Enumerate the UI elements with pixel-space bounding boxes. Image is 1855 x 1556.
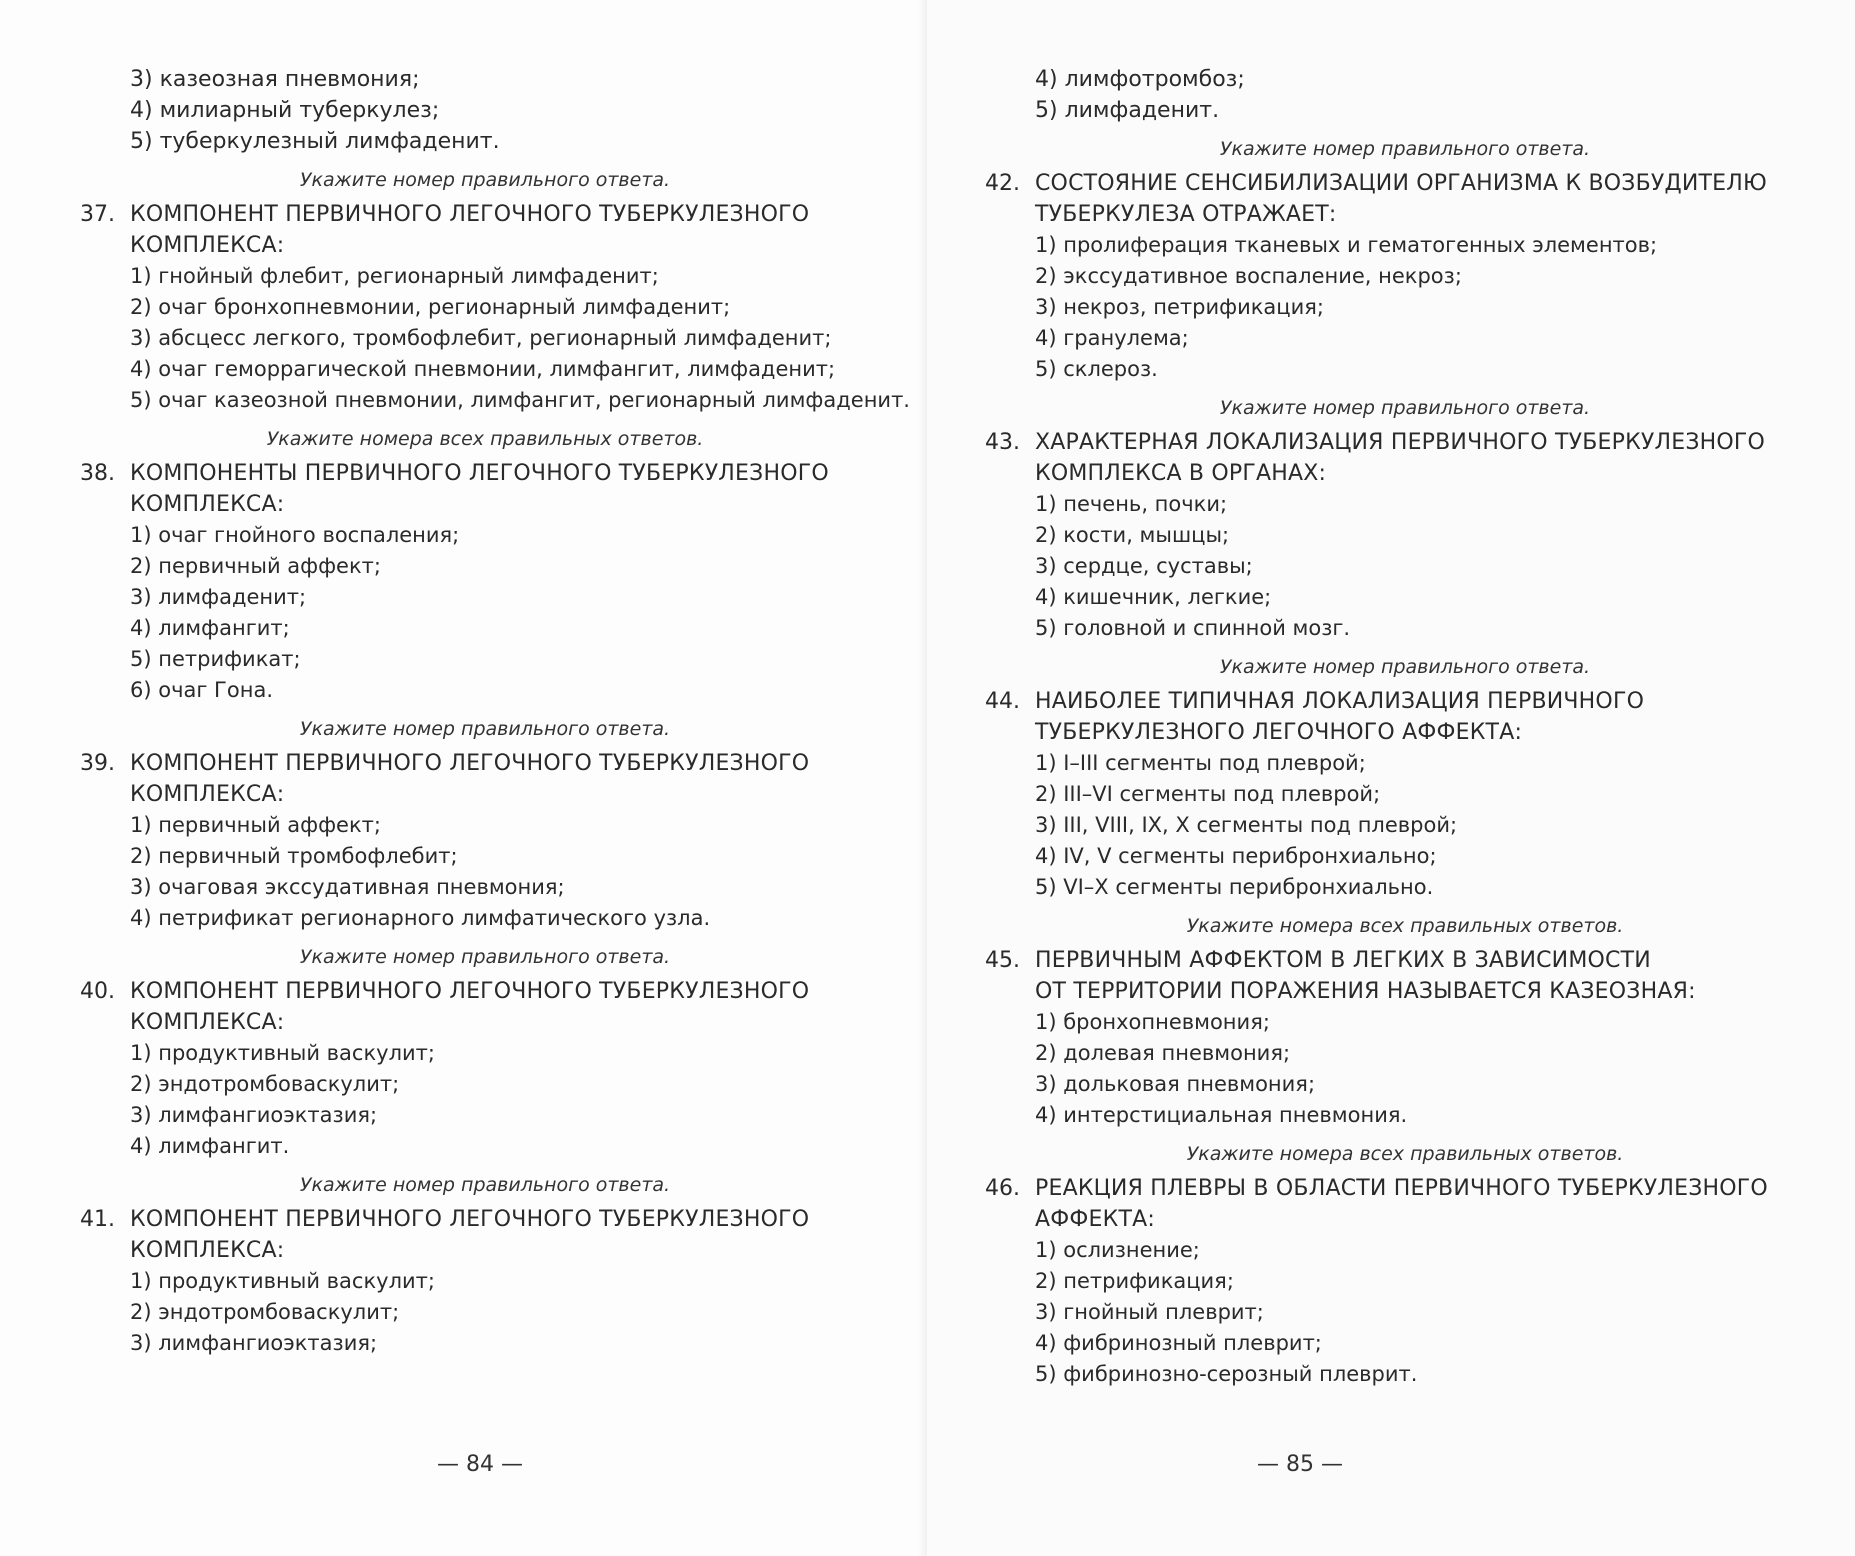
option: 5) VI–X сегменты перибронхиально. bbox=[1035, 875, 1434, 899]
option: 4) милиарный туберкулез; bbox=[130, 98, 440, 123]
option: 2) экссудативное воспаление, некроз; bbox=[1035, 264, 1462, 288]
option: 5) очаг казеозной пневмонии, лимфангит, регионарный лимфаденит. bbox=[130, 388, 910, 412]
question-38 bbox=[80, 458, 890, 520]
option: 1) гнойный флебит, регионарный лимфаденит; bbox=[130, 264, 659, 288]
question-45 bbox=[985, 945, 1825, 1007]
option: 1) очаг гнойного воспаления; bbox=[130, 523, 460, 547]
question-text-line: КОМПОНЕНТЫ ПЕРВИЧНОГО ЛЕГОЧНОГО ТУБЕРКУЛЕЗНОГО bbox=[130, 461, 829, 486]
question-text-line: АФФЕКТА: bbox=[1035, 1207, 1155, 1232]
question-37 bbox=[80, 199, 890, 261]
answer-instruction: Укажите номер правильного ответа. bbox=[299, 1174, 671, 1196]
question-text-line: КОМПЛЕКСА: bbox=[130, 782, 285, 807]
answer-instruction: Укажите номер правильного ответа. bbox=[1219, 138, 1591, 160]
question-41 bbox=[80, 1204, 890, 1266]
right-page bbox=[927, 0, 1855, 1556]
left-page bbox=[0, 0, 927, 1556]
question-text-line: СОСТОЯНИЕ СЕНСИБИЛИЗАЦИИ ОРГАНИЗМА К ВОЗБУДИТЕЛЮ bbox=[1035, 171, 1767, 196]
option: 3) очаговая экссудативная пневмония; bbox=[130, 875, 565, 899]
carry-over-options bbox=[80, 64, 890, 157]
options-list bbox=[80, 520, 890, 706]
option: 4) лимфотромбоз; bbox=[1035, 67, 1245, 92]
option: 1) продуктивный васкулит; bbox=[130, 1041, 435, 1065]
answer-instruction: Укажите номер правильного ответа. bbox=[299, 946, 671, 968]
page-number: — 84 — bbox=[437, 1452, 523, 1477]
question-text-line: РЕАКЦИЯ ПЛЕВРЫ В ОБЛАСТИ ПЕРВИЧНОГО ТУБЕРКУЛЕЗНОГО bbox=[1035, 1176, 1768, 1201]
question-text bbox=[130, 1204, 809, 1266]
page-number: — 85 — bbox=[1257, 1452, 1343, 1477]
option: 3) абсцесс легкого, тромбофлебит, регионарный лимфаденит; bbox=[130, 326, 832, 350]
question-43 bbox=[985, 427, 1825, 489]
answer-instruction: Укажите номера всех правильных ответов. bbox=[1186, 915, 1624, 937]
question-text bbox=[1035, 1173, 1768, 1235]
option: 2) кости, мышцы; bbox=[1035, 523, 1230, 547]
question-number: 45. bbox=[985, 948, 1020, 973]
option: 4) интерстициальная пневмония. bbox=[1035, 1103, 1408, 1127]
question-text bbox=[1035, 427, 1765, 489]
option: 1) пролиферация тканевых и гематогенных элементов; bbox=[1035, 233, 1658, 257]
question-text-line: КОМПЛЕКСА: bbox=[130, 1010, 285, 1035]
option: 3) III, VIII, IX, X сегменты под плеврой; bbox=[1035, 813, 1458, 837]
option: 2) III–VI сегменты под плеврой; bbox=[1035, 782, 1381, 806]
question-40 bbox=[80, 976, 890, 1038]
option: 2) петрификация; bbox=[1035, 1269, 1234, 1293]
question-text-line: КОМПЛЕКСА: bbox=[130, 1238, 285, 1263]
options-list bbox=[80, 261, 910, 416]
options-list bbox=[985, 489, 1825, 644]
option: 5) головной и спинной мозг. bbox=[1035, 616, 1351, 640]
option: 4) кишечник, легкие; bbox=[1035, 585, 1272, 609]
option: 4) лимфангит. bbox=[130, 1134, 290, 1158]
answer-instruction: Укажите номер правильного ответа. bbox=[1219, 656, 1591, 678]
question-text-line: ХАРАКТЕРНАЯ ЛОКАЛИЗАЦИЯ ПЕРВИЧНОГО ТУБЕРКУЛЕЗНОГО bbox=[1035, 430, 1766, 455]
option: 1) продуктивный васкулит; bbox=[130, 1269, 435, 1293]
option: 5) петрификат; bbox=[130, 647, 301, 671]
option: 5) склероз. bbox=[1035, 357, 1158, 381]
question-number: 42. bbox=[985, 171, 1020, 196]
option: 3) лимфаденит; bbox=[130, 585, 307, 609]
options-list bbox=[985, 1235, 1825, 1390]
option: 5) фибринозно-серозный плеврит. bbox=[1035, 1362, 1418, 1386]
answer-instruction: Укажите номер правильного ответа. bbox=[1219, 397, 1591, 419]
options-list bbox=[985, 230, 1825, 385]
question-number: 43. bbox=[985, 430, 1020, 455]
option: 1) ослизнение; bbox=[1035, 1238, 1200, 1262]
left-column bbox=[80, 64, 910, 1359]
question-text-line: КОМПЛЕКСА: bbox=[130, 233, 285, 258]
option: 3) некроз, петрификация; bbox=[1035, 295, 1324, 319]
option: 3) казеозная пневмония; bbox=[130, 67, 420, 92]
question-number: 46. bbox=[985, 1176, 1020, 1201]
option: 1) печень, почки; bbox=[1035, 492, 1228, 516]
question-number: 40. bbox=[80, 979, 115, 1004]
options-list bbox=[80, 1266, 890, 1359]
option: 5) туберкулезный лимфаденит. bbox=[130, 129, 500, 154]
answer-instruction: Укажите номер правильного ответа. bbox=[299, 169, 671, 191]
option: 2) эндотромбоваскулит; bbox=[130, 1072, 400, 1096]
option: 2) первичный аффект; bbox=[130, 554, 381, 578]
question-number: 44. bbox=[985, 689, 1020, 714]
options-list bbox=[985, 748, 1825, 903]
options-list bbox=[80, 1038, 890, 1162]
question-text-line: КОМПОНЕНТ ПЕРВИЧНОГО ЛЕГОЧНОГО ТУБЕРКУЛЕЗНОГО bbox=[130, 751, 810, 776]
question-42 bbox=[985, 168, 1825, 230]
option: 2) долевая пневмония; bbox=[1035, 1041, 1291, 1065]
right-column bbox=[985, 64, 1825, 1390]
option: 1) I–III сегменты под плеврой; bbox=[1035, 751, 1366, 775]
question-46 bbox=[985, 1173, 1825, 1235]
question-text-line: ПЕРВИЧНЫМ АФФЕКТОМ В ЛЕГКИХ В ЗАВИСИМОСТИ bbox=[1035, 948, 1651, 973]
question-text bbox=[130, 458, 829, 520]
answer-instruction: Укажите номер правильного ответа. bbox=[299, 718, 671, 740]
option: 2) первичный тромбофлебит; bbox=[130, 844, 458, 868]
option: 4) очаг геморрагической пневмонии, лимфангит, лимфаденит; bbox=[130, 357, 836, 381]
option: 3) дольковая пневмония; bbox=[1035, 1072, 1316, 1096]
question-text-line: НАИБОЛЕЕ ТИПИЧНАЯ ЛОКАЛИЗАЦИЯ ПЕРВИЧНОГО bbox=[1035, 689, 1645, 714]
question-text-line: КОМПОНЕНТ ПЕРВИЧНОГО ЛЕГОЧНОГО ТУБЕРКУЛЕЗНОГО bbox=[130, 1207, 810, 1232]
option: 4) фибринозный плеврит; bbox=[1035, 1331, 1322, 1355]
question-text-line: ОТ ТЕРРИТОРИИ ПОРАЖЕНИЯ НАЗЫВАЕТСЯ КАЗЕОЗНАЯ: bbox=[1035, 979, 1696, 1004]
question-text-line: КОМПОНЕНТ ПЕРВИЧНОГО ЛЕГОЧНОГО ТУБЕРКУЛЕЗНОГО bbox=[130, 979, 810, 1004]
carry-over-options bbox=[985, 64, 1825, 126]
question-text bbox=[130, 748, 809, 810]
question-39 bbox=[80, 748, 890, 810]
option: 2) эндотромбоваскулит; bbox=[130, 1300, 400, 1324]
question-number: 41. bbox=[80, 1207, 115, 1232]
question-text bbox=[130, 199, 809, 261]
answer-instruction: Укажите номера всех правильных ответов. bbox=[1186, 1143, 1624, 1165]
question-text bbox=[1035, 168, 1767, 230]
option: 3) лимфангиоэктазия; bbox=[130, 1331, 378, 1355]
option: 1) бронхопневмония; bbox=[1035, 1010, 1270, 1034]
option: 4) IV, V сегменты перибронхиально; bbox=[1035, 844, 1437, 868]
option: 2) очаг бронхопневмонии, регионарный лимфаденит; bbox=[130, 295, 731, 319]
option: 5) лимфаденит. bbox=[1035, 98, 1220, 123]
question-text-line: ТУБЕРКУЛЕЗА ОТРАЖАЕТ: bbox=[1035, 202, 1337, 227]
option: 3) лимфангиоэктазия; bbox=[130, 1103, 378, 1127]
question-text bbox=[130, 976, 809, 1038]
question-44 bbox=[985, 686, 1825, 748]
question-text-line: КОМПЛЕКСА В ОРГАНАХ: bbox=[1035, 461, 1327, 486]
option: 1) первичный аффект; bbox=[130, 813, 381, 837]
question-number: 38. bbox=[80, 461, 115, 486]
option: 4) гранулема; bbox=[1035, 326, 1189, 350]
question-text bbox=[1035, 686, 1644, 748]
option: 6) очаг Гона. bbox=[130, 678, 273, 702]
question-text bbox=[1035, 945, 1696, 1007]
option: 4) лимфангит; bbox=[130, 616, 290, 640]
question-text-line: ТУБЕРКУЛЕЗНОГО ЛЕГОЧНОГО АФФЕКТА: bbox=[1035, 720, 1523, 745]
question-text-line: КОМПЛЕКСА: bbox=[130, 492, 285, 517]
option: 3) гнойный плеврит; bbox=[1035, 1300, 1264, 1324]
option: 4) петрификат регионарного лимфатического узла. bbox=[130, 906, 711, 930]
option: 3) сердце, суставы; bbox=[1035, 554, 1253, 578]
options-list bbox=[80, 810, 890, 934]
question-number: 37. bbox=[80, 202, 115, 227]
answer-instruction: Укажите номера всех правильных ответов. bbox=[266, 428, 704, 450]
question-number: 39. bbox=[80, 751, 115, 776]
question-text-line: КОМПОНЕНТ ПЕРВИЧНОГО ЛЕГОЧНОГО ТУБЕРКУЛЕЗНОГО bbox=[130, 202, 810, 227]
options-list bbox=[985, 1007, 1825, 1131]
